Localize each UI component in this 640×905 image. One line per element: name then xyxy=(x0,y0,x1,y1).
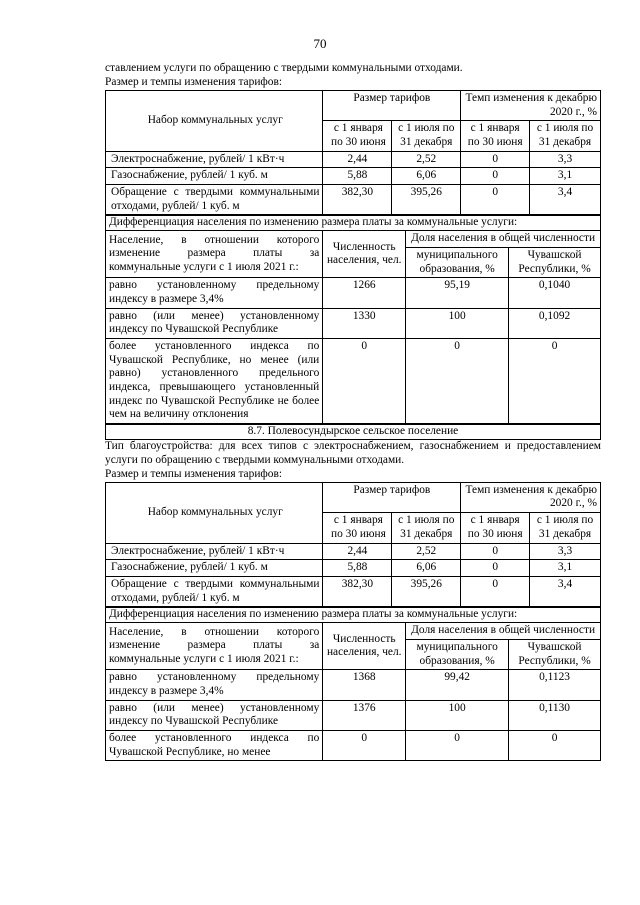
growth-value: 3,1 xyxy=(530,560,601,577)
population-count: 1330 xyxy=(323,308,406,338)
tariff-value: 6,06 xyxy=(392,168,461,185)
republic-share: 0,1092 xyxy=(509,308,601,338)
tariff-value: 395,26 xyxy=(392,184,461,214)
service-name: Обращение с твердыми коммунальными отходами, рублей/ 1 куб. м xyxy=(106,576,323,606)
header-size: Размер тарифов xyxy=(323,482,461,512)
growth-value: 3,3 xyxy=(530,543,601,560)
republic-share: 0,1123 xyxy=(509,670,601,700)
rates-heading: Размер и темпы изменения тарифов: xyxy=(105,75,283,88)
table-row xyxy=(106,576,601,606)
header-population: Население, в отношении которого изменение размера платы за коммунальные услуги с 1 июля 2021 г.: xyxy=(106,623,323,670)
growth-value: 0 xyxy=(461,543,530,560)
municipal-share: 99,42 xyxy=(406,670,509,700)
header-share: Доля населения в общей численности xyxy=(406,231,601,248)
population-count: 1376 xyxy=(323,700,406,730)
header-jan-jun: с 1 января по 30 июня xyxy=(323,513,392,543)
tariff-value: 5,88 xyxy=(323,560,392,577)
table-row xyxy=(106,543,601,560)
republic-share: 0 xyxy=(509,339,601,424)
population-label: равно (или менее) установленному индексу по Чувашской Республике xyxy=(106,308,323,338)
header-jan-jun: с 1 января по 30 июня xyxy=(323,121,392,151)
tariff-value: 2,52 xyxy=(392,543,461,560)
growth-value: 3,3 xyxy=(530,151,601,168)
service-name: Газоснабжение, рублей/ 1 куб. м xyxy=(106,168,323,185)
header-jul-dec: с 1 июля по 31 декабря xyxy=(530,513,601,543)
header-jan-jun: с 1 января по 30 июня xyxy=(461,121,530,151)
population-label: равно установленному предельному индексу в размере 3,4% xyxy=(106,670,323,700)
header-population: Население, в отношении которого изменение размера платы за коммунальные услуги с 1 июля 2021 г.: xyxy=(106,231,323,278)
diff-heading: Дифференциация населения по изменению размера платы за коммунальные услуги: xyxy=(105,215,601,230)
diff-table-2 xyxy=(105,622,601,761)
tariff-value: 6,06 xyxy=(392,560,461,577)
growth-value: 0 xyxy=(461,576,530,606)
table-row xyxy=(106,560,601,577)
service-name: Электроснабжение, рублей/ 1 кВт·ч xyxy=(106,151,323,168)
header-jul-dec: с 1 июля по 31 декабря xyxy=(392,513,461,543)
diff-heading: Дифференциация населения по изменению размера платы за коммунальные услуги: xyxy=(105,607,601,622)
growth-value: 0 xyxy=(461,560,530,577)
rates-heading: Размер и темпы изменения тарифов: xyxy=(105,467,283,480)
growth-value: 3,4 xyxy=(530,576,601,606)
header-chuvash: Чувашской Республики, % xyxy=(509,247,601,277)
header-count: Численность населения, чел. xyxy=(323,623,406,670)
type-paragraph: Тип благоустройства: для всех типов с электроснабжением, газоснабжением и предоставлением услуги по обращению с твердыми коммунальными отходами. xyxy=(105,440,601,466)
population-label: более установленного индекса по Чувашской Республике, но менее (или равно) установленного предельного индекса, превышающего установленный индекс по Чувашской Республике не более чем на величину отклонения xyxy=(106,339,323,424)
tariff-value: 382,30 xyxy=(323,576,392,606)
population-count: 0 xyxy=(323,339,406,424)
tariff-value: 2,44 xyxy=(323,151,392,168)
tariff-value: 395,26 xyxy=(392,576,461,606)
header-growth: Темп изменения к декабрю 2020 г., % xyxy=(461,482,601,512)
service-name: Обращение с твердыми коммунальными отходами, рублей/ 1 куб. м xyxy=(106,184,323,214)
header-growth: Темп изменения к декабрю 2020 г., % xyxy=(461,90,601,120)
population-count: 1266 xyxy=(323,278,406,308)
table-row xyxy=(106,151,601,168)
header-services: Набор коммунальных услуг xyxy=(106,482,323,543)
population-label: более установленного индекса по Чувашской Республике, но менее xyxy=(106,731,323,761)
table-row xyxy=(106,670,601,700)
table-row xyxy=(106,278,601,308)
population-count: 1368 xyxy=(323,670,406,700)
header-jul-dec: с 1 июля по 31 декабря xyxy=(530,121,601,151)
service-name: Электроснабжение, рублей/ 1 кВт·ч xyxy=(106,543,323,560)
growth-value: 3,1 xyxy=(530,168,601,185)
republic-share: 0,1040 xyxy=(509,278,601,308)
header-jul-dec: с 1 июля по 31 декабря xyxy=(392,121,461,151)
header-count: Численность населения, чел. xyxy=(323,231,406,278)
table-row xyxy=(106,168,601,185)
diff-table-1 xyxy=(105,230,601,424)
table-row xyxy=(106,700,601,730)
tariff-value: 2,52 xyxy=(392,151,461,168)
republic-share: 0,1130 xyxy=(509,700,601,730)
table-row xyxy=(106,731,601,761)
population-count: 0 xyxy=(323,731,406,761)
page-number: 70 xyxy=(313,36,327,51)
municipal-share: 100 xyxy=(406,700,509,730)
table-row xyxy=(106,308,601,338)
population-label: равно (или менее) установленному индексу по Чувашской Республике xyxy=(106,700,323,730)
growth-value: 3,4 xyxy=(530,184,601,214)
header-services: Набор коммунальных услуг xyxy=(106,90,323,151)
header-chuvash: Чувашской Республики, % xyxy=(509,639,601,669)
growth-value: 0 xyxy=(461,184,530,214)
header-size: Размер тарифов xyxy=(323,90,461,120)
municipal-share: 100 xyxy=(406,308,509,338)
header-jan-jun: с 1 января по 30 июня xyxy=(461,513,530,543)
municipal-share: 0 xyxy=(406,731,509,761)
tariff-value: 5,88 xyxy=(323,168,392,185)
tariff-value: 2,44 xyxy=(323,543,392,560)
tariff-table-1 xyxy=(105,90,601,216)
tariff-value: 382,30 xyxy=(323,184,392,214)
municipal-share: 0 xyxy=(406,339,509,424)
section-title: 8.7. Полевосундырское сельское поселение xyxy=(105,424,601,440)
tariff-table-2 xyxy=(105,482,601,608)
header-municipal: муниципального образования, % xyxy=(406,639,509,669)
header-municipal: муниципального образования, % xyxy=(406,247,509,277)
document-body xyxy=(105,62,601,761)
republic-share: 0 xyxy=(509,731,601,761)
municipal-share: 95,19 xyxy=(406,278,509,308)
table-row xyxy=(106,184,601,214)
intro-line: ставлением услуги по обращению с твердыми коммунальными отходами. xyxy=(105,62,463,74)
table-row xyxy=(106,339,601,424)
header-share: Доля населения в общей численности xyxy=(406,623,601,640)
growth-value: 0 xyxy=(461,151,530,168)
growth-value: 0 xyxy=(461,168,530,185)
service-name: Газоснабжение, рублей/ 1 куб. м xyxy=(106,560,323,577)
population-label: равно установленному предельному индексу в размере 3,4% xyxy=(106,278,323,308)
